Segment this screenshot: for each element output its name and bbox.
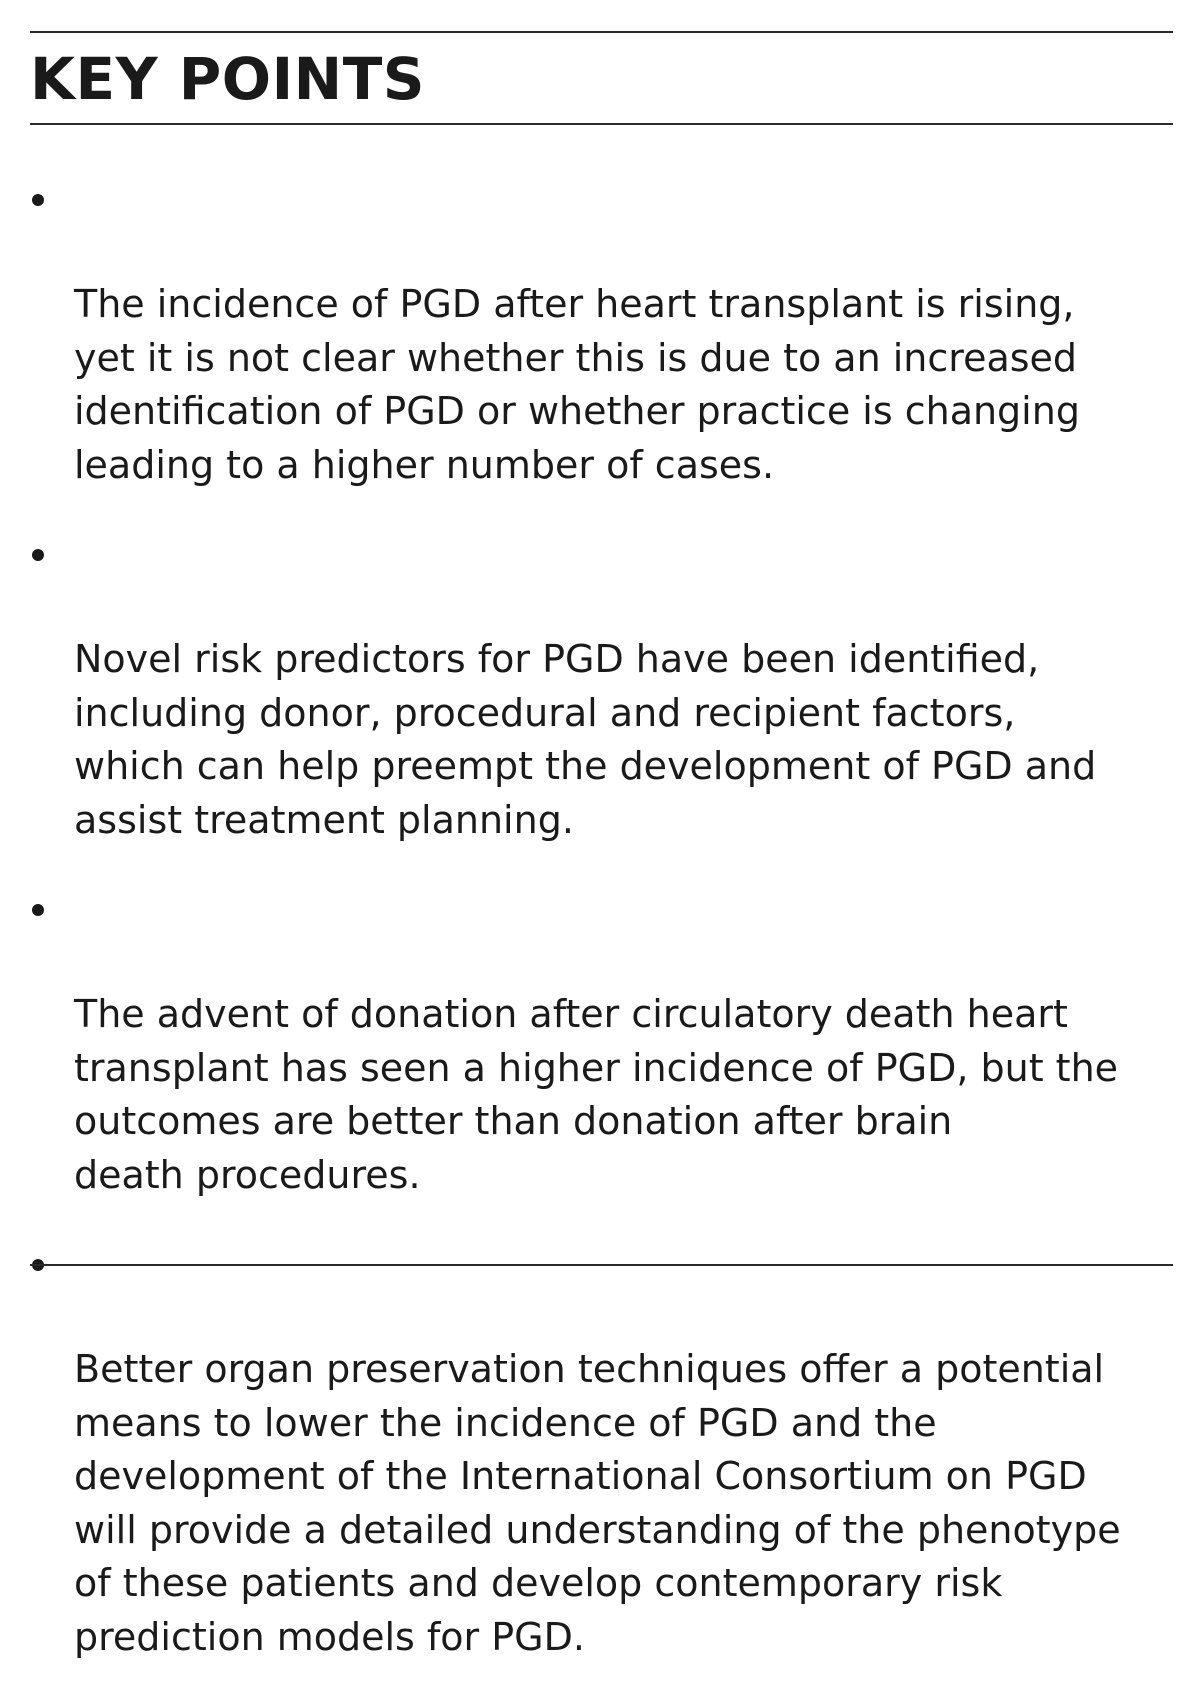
heading-rule [30, 123, 1173, 125]
key-points-list [30, 171, 1180, 1698]
key-point-item [30, 171, 1180, 492]
top-rule [30, 31, 1173, 33]
bullet-icon [32, 549, 44, 561]
key-point-item [30, 526, 1180, 847]
bottom-rule [30, 1264, 1173, 1266]
key-point-text: The advent of donation after circulatory death heart transplant has seen a higher incidence of PGD, but the outcomes are better than donation after brain death procedures. [74, 992, 1119, 1197]
key-point-item [30, 881, 1180, 1202]
key-point-text: Novel risk predictors for PGD have been identified, including donor, procedural and recipient factors, which can help preempt the development of PGD and assist treatment planning. [74, 637, 1097, 842]
key-point-text: The incidence of PGD after heart transplant is rising, yet it is not clear whether this is due to an increased identification of PGD or whether practice is changing leading to a higher number of cases. [74, 282, 1080, 487]
key-points-heading: KEY POINTS [30, 45, 426, 113]
key-point-item [30, 1236, 1180, 1664]
key-point-text: Better organ preservation techniques offer a potential means to lower the incidence of PGD and the development of the International Consortium on PGD will provide a detailed understanding of the phenotype of these patients and develop contemporary risk prediction models for PGD. [74, 1347, 1121, 1659]
bullet-icon [32, 194, 44, 206]
bullet-icon [32, 904, 44, 916]
